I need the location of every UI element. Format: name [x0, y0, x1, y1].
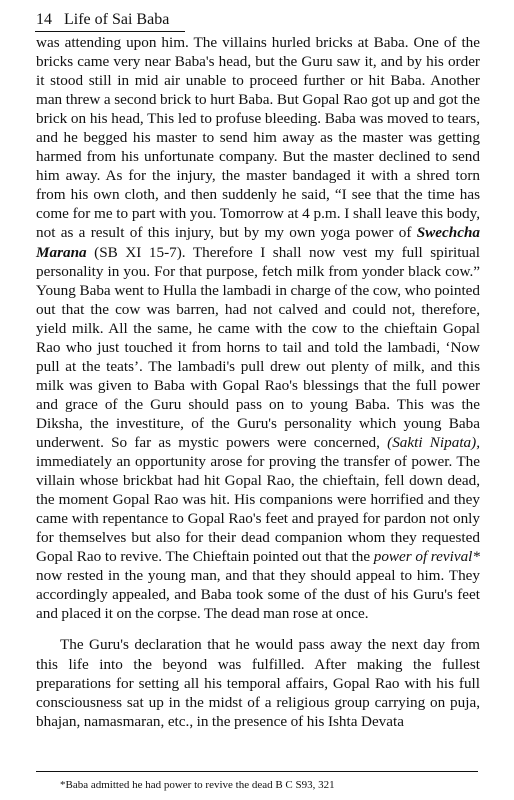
- body-text: [36, 33, 480, 731]
- term-sakti-nipata: (Sakti Nipata),: [387, 433, 480, 451]
- page-number: 14: [36, 11, 52, 28]
- paragraph-1-part-b: (SB XI 15-7). Therefore I shall now vest my full spiritual personality in you. For that purpose, fetch milk from yonder black cow.” Young Baba went to Hulla the lambadi in charge of the cow, who pointed out that the cow was barren, had not calved and could not, therefore, yield milk. All the same, he came with the cow to the chieftain Gopal Rao who just touched it from horns to tail and told the lambadi, ‘Now pull at the teats’. The lambadi's pull drew out plenty of milk, and this milk was given to Baba with Gopal Rao's blessings that the full power and grace of the Guru should pass on to young Baba. This was the Diksha, the investiture, of the Guru's personality which young Baba underwent. So far as mystic powers were concerned,: [36, 243, 480, 451]
- paragraph-1: [36, 33, 480, 623]
- term-swechcha-marana: Swechcha Marana: [36, 224, 480, 261]
- paragraph-1-part-d: now rested in the young man, and that they should appeal to him. They accordingly appealed, and Baba took some of the dust of his Guru's feet and placed it on the corpse. The dead man rose at once.: [36, 567, 480, 623]
- paragraph-2: The Guru's declaration that he would pass away the next day from this life into the beyond was fulfilled. After making the fullest preparations for setting all his temporal affairs, Gopal Rao with his full consciousness sat up in the midst of a religious group carrying on puja, bhajan, namasmaran, etc., in the presence of his Ishta Devata: [36, 636, 480, 730]
- footnote-divider: [36, 771, 478, 772]
- footnote: *Baba admitted he had power to revive the dead B C S93, 321: [60, 779, 335, 791]
- term-power-of-revival: power of revival*: [373, 548, 481, 566]
- paragraph-1-part-a: was attending upon him. The villains hurled bricks at Baba. One of the bricks came very near Baba's head, but the Guru saw it, and by his order it stood still in mid air unable to proceed further or hit Baba. Another man threw a second brick to hurt Baba. But Gopal Rao got up and got the brick on his head, This led to profuse bleeding. Baba was moved to tears, and he begged his master to send him away as the master was getting harmed from his unfortunate company. But the master declined to send him away. As for the injury, the master bandaged it with a shred torn from his own cloth, and then suddenly he said, “I see that the time has come for me to part with you. Tomorrow at 4 p.m. I shall leave this body, not as a result of this injury, but by my own yoga power of: [36, 34, 480, 242]
- running-title: Life of Sai Baba: [64, 11, 170, 28]
- paragraph-1-part-c: immediately an opportunity arose for proving the transfer of power. The villain whose brickbat had hit Gopal Rao, the chieftain, fell down dead, the moment Gopal Rao was hit. His companions were horrified and they came with repentance to Gopal Rao's feet and prayed for pardon not only for themselves but also for their dead companion whom they requested Gopal Rao to revive. The Chieftain pointed out that the: [36, 453, 480, 566]
- header-underline: [35, 31, 185, 32]
